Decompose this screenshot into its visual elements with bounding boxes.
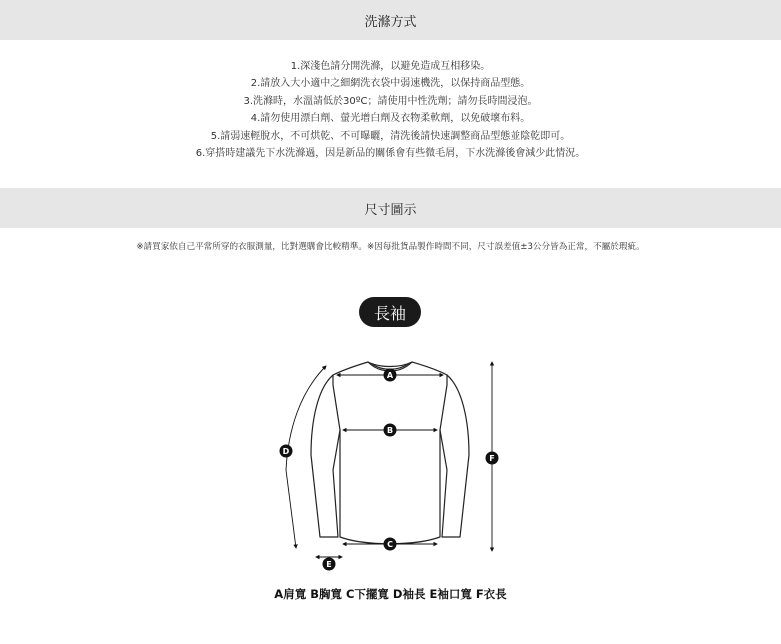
long-sleeve-measurement-diagram [270, 340, 510, 580]
shirt-body-outline [333, 362, 447, 544]
svg-text:A: A [386, 371, 394, 380]
garment-type-label: 長袖 [373, 303, 406, 323]
svg-text:F: F [489, 454, 495, 463]
care-instruction-item: 4.請勿使用漂白劑、螢光增白劑及衣物柔軟劑，以免破壞布料。 [250, 113, 531, 125]
care-section-title: 洗滌方式 [364, 14, 417, 30]
svg-text:D: D [282, 447, 290, 456]
care-instruction-item: 2.請放入大小適中之細網洗衣袋中弱速機洗，以保持商品型態。 [250, 78, 531, 90]
size-section-title: 尺寸圖示 [364, 202, 417, 218]
care-instruction-item: 3.洗滌時，水溫請低於30ºC；請使用中性洗劑；請勿長時間浸泡。 [243, 95, 538, 107]
marker-f [486, 452, 499, 465]
marker-d [280, 445, 293, 458]
care-instruction-item: 1.深淺色請分開洗滌，以避免造成互相移染。 [290, 61, 491, 72]
care-instructions-list [0, 58, 781, 162]
marker-e [323, 558, 336, 571]
care-instruction-item: 5.請弱速輕脫水，不可烘乾、不可曝曬，清洗後請快速調整商品型態並陰乾即可。 [210, 130, 571, 142]
size-note: ※請買家依自己平常所穿的衣服測量，比對選購會比較精準。※因每批貨品製作時間不同，尺寸誤差值±3公分皆為正常，不屬於瑕疵。 [136, 242, 645, 252]
garment-type-badge [359, 297, 421, 327]
care-section-header [0, 0, 781, 40]
size-section-header [0, 188, 781, 228]
measurement-legend: A肩寬 B胸寬 C下擺寬 D袖長 E袖口寬 F衣長 [274, 587, 507, 601]
marker-c [384, 538, 397, 551]
marker-b [384, 424, 397, 437]
svg-text:B: B [386, 426, 394, 435]
svg-text:C: C [387, 540, 393, 549]
care-instruction-item: 6.穿搭時建議先下水洗滌過，因是新品的關係會有些微毛屑，下水洗滌後會減少此情況。 [195, 148, 586, 160]
sleeve-length-arrow [286, 366, 326, 548]
svg-text:E: E [326, 560, 332, 569]
marker-a [384, 369, 397, 382]
